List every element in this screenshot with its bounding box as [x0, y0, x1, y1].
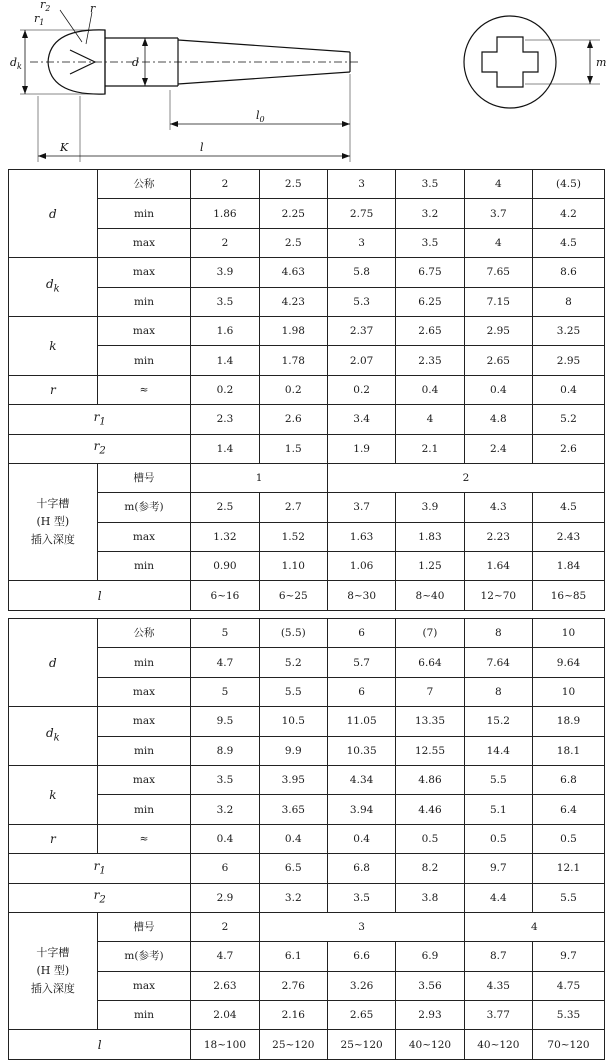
table-cell: 5.2 — [532, 405, 604, 434]
table-cell: 7.64 — [464, 648, 532, 677]
table-cell: 0.2 — [259, 375, 327, 404]
table-cell: 11.05 — [327, 707, 395, 736]
table-cell: 2.65 — [464, 346, 532, 375]
table-cell: 9.7 — [532, 942, 604, 971]
table-cell: 6 — [191, 854, 259, 883]
table-cell: 2.6 — [259, 405, 327, 434]
table-cell: 2.9 — [191, 883, 259, 912]
table-cell: 1.98 — [259, 316, 327, 345]
table-cell: 6.8 — [327, 854, 395, 883]
table-row — [9, 1030, 605, 1059]
table-cell: 1.83 — [396, 522, 464, 551]
table-cell: (7) — [396, 619, 464, 648]
table-cell: 5 — [191, 677, 259, 706]
table-cell: 40~120 — [464, 1030, 532, 1059]
table-cell: 2.95 — [532, 346, 604, 375]
table-cell: 4 — [396, 405, 464, 434]
table-cell: 2.04 — [191, 1001, 259, 1030]
dk-symbol: $d_k$ — [9, 707, 98, 766]
table-cell: m(参考) — [97, 942, 191, 971]
table-cell: 1.10 — [259, 552, 327, 581]
table-cell: min — [97, 1001, 191, 1030]
table-cell: 3.25 — [532, 316, 604, 345]
table-cell: 6.64 — [396, 648, 464, 677]
table-row — [9, 765, 605, 794]
table-cell: 0.90 — [191, 552, 259, 581]
table-cell: 4.23 — [259, 287, 327, 316]
k-symbol: k — [9, 316, 98, 375]
dk-label: $d_k$ — [10, 56, 22, 71]
table-cell: 2.5 — [191, 493, 259, 522]
table-cell: (4.5) — [532, 170, 604, 199]
table-cell: 3 — [259, 912, 464, 941]
table-cell: 2.16 — [259, 1001, 327, 1030]
table-row — [9, 258, 605, 287]
table-cell: 6.75 — [396, 258, 464, 287]
table-cell: 4.7 — [191, 648, 259, 677]
table-cell: 8~30 — [327, 581, 395, 610]
table-row — [9, 228, 605, 257]
screw-diagram — [0, 0, 611, 165]
table-cell: 8.2 — [396, 854, 464, 883]
table-cell: 4.7 — [191, 942, 259, 971]
table-cell: 5.7 — [327, 648, 395, 677]
table-cell: 0.5 — [532, 824, 604, 853]
table-cell: 4.75 — [532, 971, 604, 1000]
head-top-view — [464, 16, 556, 108]
table-cell: 4.5 — [532, 228, 604, 257]
table-cell: 18.1 — [532, 736, 604, 765]
table-cell: 2.3 — [191, 405, 259, 434]
table-cell: 3.5 — [396, 228, 464, 257]
table-cell: 3.65 — [259, 795, 327, 824]
table-cell: 2.23 — [464, 522, 532, 551]
table-cell: 3.2 — [259, 883, 327, 912]
table-row — [9, 854, 605, 883]
table-row — [9, 552, 605, 581]
table-cell: 2.75 — [327, 199, 395, 228]
table-cell: 8 — [464, 619, 532, 648]
spec-table-1 — [8, 169, 605, 611]
table-cell: 4.34 — [327, 765, 395, 794]
table-row — [9, 942, 605, 971]
table-row — [9, 493, 605, 522]
l0-label: $l_0$ — [256, 109, 265, 124]
table-cell: min — [97, 287, 191, 316]
table-row — [9, 736, 605, 765]
table-cell: max — [97, 228, 191, 257]
table-cell: 2.25 — [259, 199, 327, 228]
table-cell: 2.65 — [327, 1001, 395, 1030]
table-cell: 1.5 — [259, 434, 327, 463]
table-cell: 8 — [532, 287, 604, 316]
table-cell: 4 — [464, 228, 532, 257]
table-cell: 6.1 — [259, 942, 327, 971]
table-cell: 4.2 — [532, 199, 604, 228]
l-label: l — [200, 141, 204, 154]
table-cell: 12.55 — [396, 736, 464, 765]
table-cell: 6 — [327, 677, 395, 706]
cross-recess-title: 十字槽 (H 型) 插入深度 — [9, 463, 98, 581]
table-cell: 9.7 — [464, 854, 532, 883]
table-row — [9, 375, 605, 404]
table-cell: max — [97, 707, 191, 736]
table-cell: max — [97, 522, 191, 551]
table-cell: 2.76 — [259, 971, 327, 1000]
table-cell: 5.5 — [532, 883, 604, 912]
table-cell: 公称 — [97, 619, 191, 648]
table-cell: 4.86 — [396, 765, 464, 794]
table-row — [9, 170, 605, 199]
l-symbol: l — [9, 581, 191, 610]
table-cell: 5.2 — [259, 648, 327, 677]
table-cell: 3 — [327, 228, 395, 257]
table-cell: 4.3 — [464, 493, 532, 522]
table-cell: 1.25 — [396, 552, 464, 581]
table-cell: 4.63 — [259, 258, 327, 287]
table-cell: min — [97, 552, 191, 581]
table-cell: 14.4 — [464, 736, 532, 765]
table-cell: 3.5 — [191, 287, 259, 316]
table-cell: (5.5) — [259, 619, 327, 648]
table-cell: 25~120 — [259, 1030, 327, 1059]
table-row — [9, 707, 605, 736]
table-row — [9, 824, 605, 853]
table-cell: 3.7 — [327, 493, 395, 522]
table-cell: 1.32 — [191, 522, 259, 551]
table-cell: 0.4 — [464, 375, 532, 404]
table-cell: 3.5 — [396, 170, 464, 199]
table-cell: 1.4 — [191, 434, 259, 463]
table-cell: 1.9 — [327, 434, 395, 463]
k-symbol: k — [9, 765, 98, 824]
table-cell: 13.35 — [396, 707, 464, 736]
table-cell: 7.15 — [464, 287, 532, 316]
table-cell: 8.7 — [464, 942, 532, 971]
table-row — [9, 463, 605, 492]
table-cell: 5.35 — [532, 1001, 604, 1030]
cross-recess-title: 十字槽 (H 型) 插入深度 — [9, 912, 98, 1030]
table-cell: 0.4 — [191, 824, 259, 853]
r-label: r — [90, 2, 96, 15]
table-cell: 0.4 — [396, 375, 464, 404]
table-cell: 1.06 — [327, 552, 395, 581]
r2-symbol: $r_2$ — [9, 883, 191, 912]
table-cell: 10 — [532, 677, 604, 706]
table-cell: 3.4 — [327, 405, 395, 434]
table-cell: 5.5 — [259, 677, 327, 706]
table-cell: 6~16 — [191, 581, 259, 610]
table-cell: 2.07 — [327, 346, 395, 375]
table-cell: 6~25 — [259, 581, 327, 610]
table-cell: 5.3 — [327, 287, 395, 316]
r1-symbol: $r_1$ — [9, 854, 191, 883]
table-row — [9, 619, 605, 648]
screw-drawing — [0, 0, 611, 165]
table-cell: m(参考) — [97, 493, 191, 522]
table-cell: min — [97, 199, 191, 228]
table-cell: 5.5 — [464, 765, 532, 794]
table-cell: max — [97, 258, 191, 287]
table-cell: 槽号 — [97, 463, 191, 492]
table-cell: 2.6 — [532, 434, 604, 463]
r1-symbol: $r_1$ — [9, 405, 191, 434]
table-row — [9, 883, 605, 912]
table-cell: 0.5 — [396, 824, 464, 853]
table-cell: 3.2 — [191, 795, 259, 824]
table-cell: 4.8 — [464, 405, 532, 434]
m-label: m — [596, 56, 607, 69]
table-cell: 2 — [191, 228, 259, 257]
d-symbol: d — [9, 619, 98, 707]
table-cell: 7 — [396, 677, 464, 706]
table-cell: min — [97, 346, 191, 375]
table-cell: 1.52 — [259, 522, 327, 551]
r-symbol: r — [9, 375, 98, 404]
table-cell: 3.5 — [327, 883, 395, 912]
table-row — [9, 795, 605, 824]
table-cell: 2.43 — [532, 522, 604, 551]
table-cell: 2 — [327, 463, 604, 492]
table-cell: max — [97, 316, 191, 345]
table-cell: 1.63 — [327, 522, 395, 551]
table-cell: 70~120 — [532, 1030, 604, 1059]
table-cell: min — [97, 648, 191, 677]
table-cell: 0.4 — [259, 824, 327, 853]
table-cell: 2.7 — [259, 493, 327, 522]
table-cell: 3.56 — [396, 971, 464, 1000]
table-cell: 1.4 — [191, 346, 259, 375]
table-cell: 6.4 — [532, 795, 604, 824]
table-cell: max — [97, 971, 191, 1000]
table-cell: 6.9 — [396, 942, 464, 971]
table-row — [9, 1001, 605, 1030]
table-cell: 0.4 — [327, 824, 395, 853]
table-cell: 5 — [191, 619, 259, 648]
table-row — [9, 971, 605, 1000]
table-cell: 3.95 — [259, 765, 327, 794]
table-row — [9, 677, 605, 706]
table-cell: 3 — [327, 170, 395, 199]
table-cell: 12~70 — [464, 581, 532, 610]
table-cell: 2.35 — [396, 346, 464, 375]
table-cell: 6.5 — [259, 854, 327, 883]
table-row — [9, 287, 605, 316]
table-cell: 7.65 — [464, 258, 532, 287]
table-cell: 3.5 — [191, 765, 259, 794]
table-cell: 9.5 — [191, 707, 259, 736]
table-cell: 8 — [464, 677, 532, 706]
table-cell: max — [97, 677, 191, 706]
table-cell: 1.6 — [191, 316, 259, 345]
table-cell: 5.8 — [327, 258, 395, 287]
table-cell: 8.9 — [191, 736, 259, 765]
table-cell: 3.2 — [396, 199, 464, 228]
table-cell: 公称 — [97, 170, 191, 199]
table-cell: 3.94 — [327, 795, 395, 824]
table-row — [9, 199, 605, 228]
table-cell: 9.64 — [532, 648, 604, 677]
k-label: K — [60, 141, 69, 154]
table-cell: 2.93 — [396, 1001, 464, 1030]
table-cell: min — [97, 736, 191, 765]
table-cell: 6.6 — [327, 942, 395, 971]
table-cell: 6 — [327, 619, 395, 648]
table-cell: 4 — [464, 912, 604, 941]
table-cell: 18~100 — [191, 1030, 259, 1059]
table-row — [9, 581, 605, 610]
table-cell: 18.9 — [532, 707, 604, 736]
table-row — [9, 434, 605, 463]
table-cell: 3.7 — [464, 199, 532, 228]
table-cell: 8~40 — [396, 581, 464, 610]
table-cell: 10.35 — [327, 736, 395, 765]
table-cell: 40~120 — [396, 1030, 464, 1059]
table-cell: 5.1 — [464, 795, 532, 824]
table-cell: 2.95 — [464, 316, 532, 345]
table-cell: 4 — [464, 170, 532, 199]
table-cell: 2.63 — [191, 971, 259, 1000]
table-cell: 2.1 — [396, 434, 464, 463]
table-cell: 3.77 — [464, 1001, 532, 1030]
r2-symbol: $r_2$ — [9, 434, 191, 463]
table-cell: 2 — [191, 912, 259, 941]
table-cell: 0.2 — [191, 375, 259, 404]
table-cell: ≈ — [97, 824, 191, 853]
table-cell: 3.8 — [396, 883, 464, 912]
table-row — [9, 405, 605, 434]
table-cell: 4.5 — [532, 493, 604, 522]
table-row — [9, 346, 605, 375]
table-cell: 8.6 — [532, 258, 604, 287]
d-symbol: d — [9, 170, 98, 258]
table-cell: 2.65 — [396, 316, 464, 345]
table-cell: 25~120 — [327, 1030, 395, 1059]
table-cell: 6.8 — [532, 765, 604, 794]
table-cell: 16~85 — [532, 581, 604, 610]
r-symbol: r — [9, 824, 98, 853]
table-cell: 1.86 — [191, 199, 259, 228]
table-cell: 1 — [191, 463, 328, 492]
spec-table-2 — [8, 618, 605, 1060]
table-cell: 10.5 — [259, 707, 327, 736]
table-cell: 1.84 — [532, 552, 604, 581]
table-cell: 15.2 — [464, 707, 532, 736]
table-cell: 4.4 — [464, 883, 532, 912]
table-cell: 4.35 — [464, 971, 532, 1000]
r2-label: $r_2$ — [40, 0, 51, 13]
table-cell: 2.5 — [259, 228, 327, 257]
d-label: d — [132, 56, 140, 69]
table-cell: 10 — [532, 619, 604, 648]
table-cell: ≈ — [97, 375, 191, 404]
table-row — [9, 648, 605, 677]
table-cell: 1.64 — [464, 552, 532, 581]
table-cell: 3.9 — [191, 258, 259, 287]
dk-symbol: $d_k$ — [9, 258, 98, 317]
l-symbol: l — [9, 1030, 191, 1059]
table-cell: 槽号 — [97, 912, 191, 941]
table-row — [9, 912, 605, 941]
table-cell: 3.9 — [396, 493, 464, 522]
table-cell: max — [97, 765, 191, 794]
table-cell: 0.2 — [327, 375, 395, 404]
table-cell: 2.5 — [259, 170, 327, 199]
table-cell: 6.25 — [396, 287, 464, 316]
table-cell: 12.1 — [532, 854, 604, 883]
table-cell: 2.37 — [327, 316, 395, 345]
table-cell: 0.4 — [532, 375, 604, 404]
table-cell: min — [97, 795, 191, 824]
table-cell: 1.78 — [259, 346, 327, 375]
cross-recess — [482, 37, 538, 87]
table-cell: 2.4 — [464, 434, 532, 463]
table-row — [9, 522, 605, 551]
table-cell: 0.5 — [464, 824, 532, 853]
r1-label: $r_1$ — [34, 12, 45, 27]
table-cell: 2 — [191, 170, 259, 199]
table-cell: 9.9 — [259, 736, 327, 765]
table-cell: 3.26 — [327, 971, 395, 1000]
table-cell: 4.46 — [396, 795, 464, 824]
table-row — [9, 316, 605, 345]
